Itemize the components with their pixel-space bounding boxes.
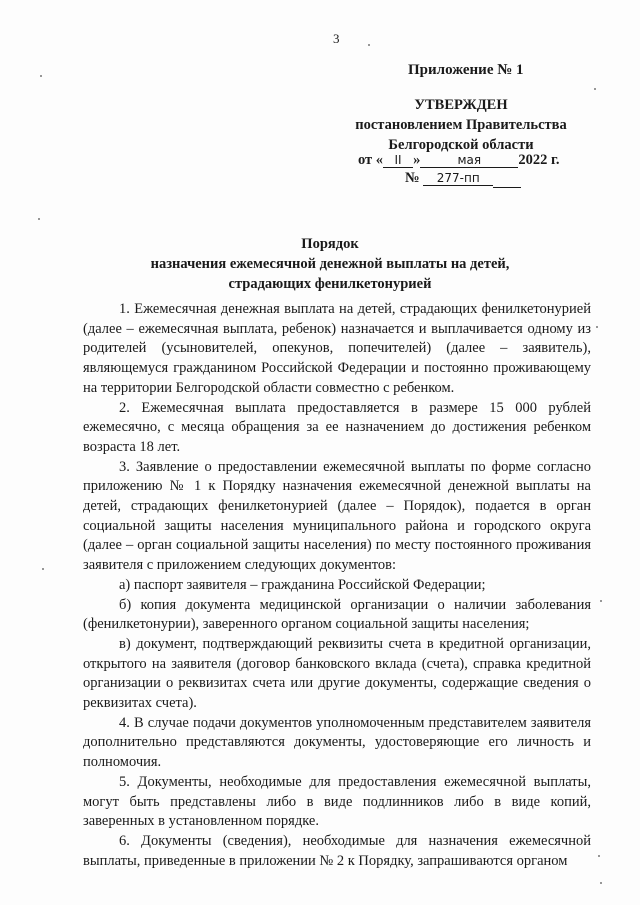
scan-speck bbox=[368, 44, 370, 46]
paragraph-4: 4. В случае подачи документов уполномоченным представителем заявителя дополнительно представляются документы, удостоверяющие его личность и полномочия. bbox=[83, 714, 591, 771]
paragraph-3: 3. Заявление о предоставлении ежемесячной выплаты по форме согласно приложению № 1 к Порядку назначения ежемесячной денежной выплаты на детей, страдающих фенилкетонурией (далее – Порядок), подается в орган социальной защиты населения муниципального района и городского округа (далее – орган социальной защиты населения) по месту постоянного проживания заявителя с приложением следующих документов: bbox=[83, 458, 591, 574]
page-number: 3 bbox=[333, 31, 340, 46]
paragraph-6: 6. Документы (сведения), необходимые для назначения ежемесячной выплаты, приведенные в приложении № 2 к Порядку, запрашиваются органом bbox=[83, 832, 591, 869]
date-year: 2022 г. bbox=[518, 152, 560, 168]
scan-speck bbox=[40, 75, 42, 77]
paragraph-3c: в) документ, подтверждающий реквизиты счета в кредитной организации, открытого на заявителя (договор банковского вклада (счета), справка кредитной организации о реквизитах счета или другие документы, содержащие сведения о реквизитах счета). bbox=[83, 635, 591, 712]
scan-speck bbox=[596, 326, 598, 328]
title-line-3: страдающих фенилкетонурией bbox=[228, 276, 432, 292]
document-body bbox=[83, 300, 591, 871]
scan-speck bbox=[600, 882, 602, 884]
approval-heading: УТВЕРЖДЕН bbox=[414, 97, 508, 113]
paragraph-3a: а) паспорт заявителя – гражданина Российской Федерации; bbox=[119, 576, 486, 593]
paragraph-5: 5. Документы, необходимые для предоставления ежемесячной выплаты, могут быть представлены либо в виде подлинников либо в виде копий, заверенных в установленном порядке. bbox=[83, 773, 591, 830]
number-prefix: № bbox=[405, 170, 420, 186]
approval-number bbox=[405, 170, 521, 188]
date-prefix: от « bbox=[358, 152, 384, 168]
paragraph-2: 2. Ежемесячная выплата предоставляется в размере 15 000 рублей ежемесячно, с месяца обращения за ее назначением до достижения ребенком возраста 18 лет. bbox=[83, 399, 591, 455]
approval-date bbox=[358, 152, 560, 169]
title-line-2: назначения ежемесячной денежной выплаты на детей, bbox=[150, 256, 510, 272]
approval-block bbox=[330, 95, 592, 155]
number-value: 277-пп bbox=[423, 171, 493, 186]
approval-line-1: постановлением Правительства bbox=[355, 117, 567, 133]
title-line-1: Порядок bbox=[301, 236, 359, 252]
date-mid: » bbox=[413, 152, 421, 168]
date-day: II bbox=[383, 153, 413, 168]
scan-speck bbox=[42, 568, 44, 570]
paragraph-1: 1. Ежемесячная денежная выплата на детей, страдающих фенилкетонурией (далее – ежемесячная выплата, ребенок) назначается и выплачивается одному из родителей (усыновителей, опекунов, попечителей) (далее – заявитель), являющемуся гражданином Российской Федерации и постоянно проживающему на территории Белгородской области совместно с ребенком. bbox=[83, 301, 591, 396]
scan-speck bbox=[594, 88, 596, 90]
scan-speck bbox=[600, 600, 602, 602]
appendix-label: Приложение № 1 bbox=[408, 62, 524, 78]
date-month: мая bbox=[420, 153, 518, 168]
document-title bbox=[60, 234, 600, 294]
paragraph-3b: б) копия документа медицинской организации о наличии заболевания (фенилкетонурии), заверенного органом социальной защиты населения; bbox=[83, 596, 591, 633]
scan-speck bbox=[38, 218, 40, 220]
scan-speck bbox=[598, 855, 600, 857]
approval-line-2: Белгородской области bbox=[388, 137, 534, 153]
number-underline bbox=[493, 170, 521, 188]
